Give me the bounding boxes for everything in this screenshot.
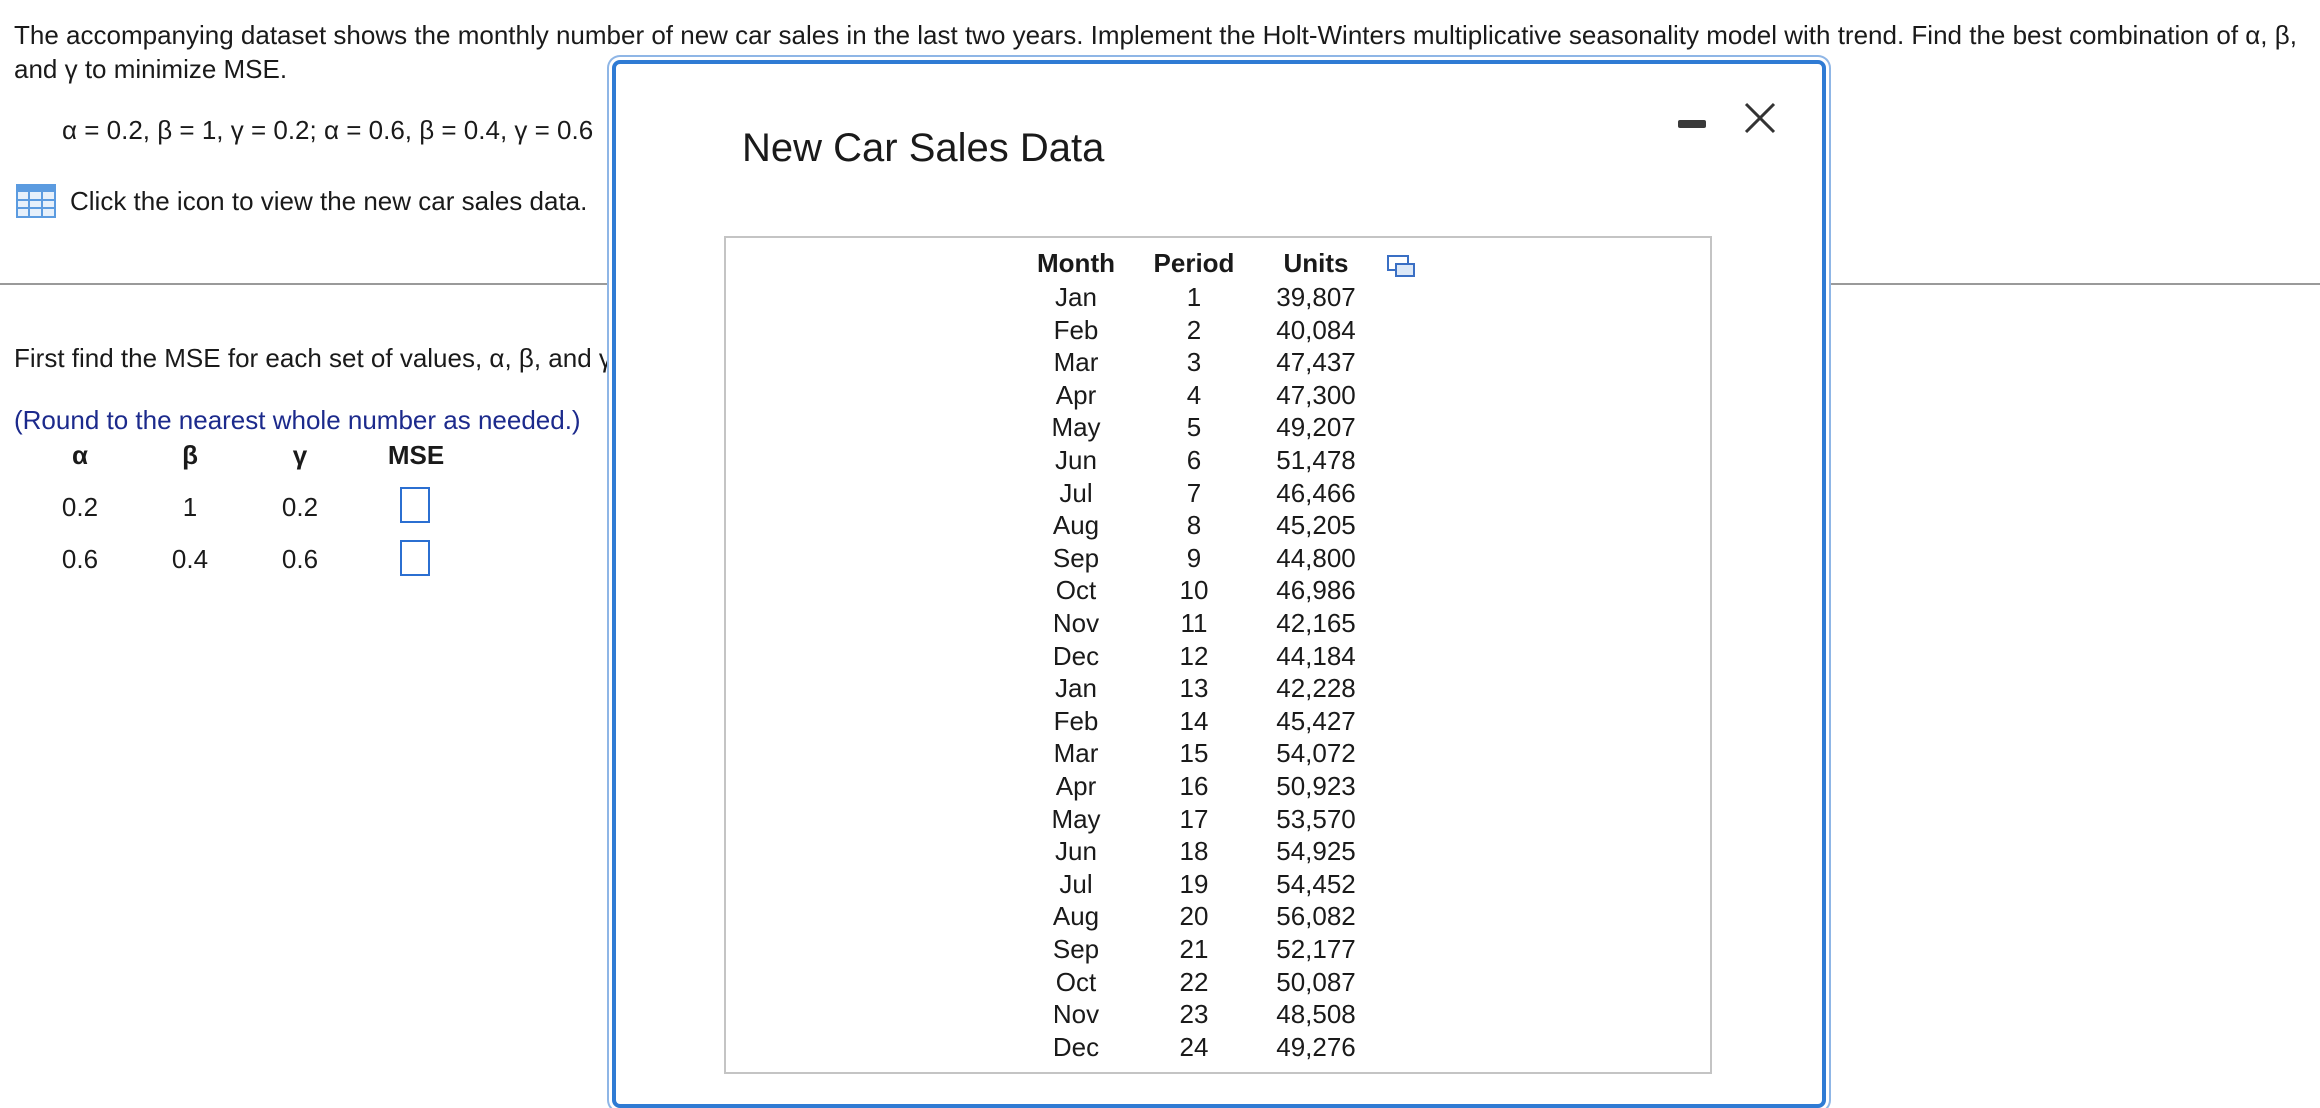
view-data-link[interactable] (16, 184, 587, 218)
mse-input-row2[interactable] (400, 540, 430, 576)
sales-month-cell: Jun (1055, 836, 1097, 867)
sales-units-cell: 42,165 (1276, 608, 1356, 638)
header-beta: β (182, 440, 198, 470)
sales-period-cell: 13 (1179, 673, 1209, 704)
sales-month-cell: Nov (1052, 608, 1100, 638)
sales-units-cell: 54,072 (1276, 738, 1356, 769)
data-frame (724, 236, 1712, 1074)
sales-month-cell: Apr (1055, 379, 1097, 410)
column-units: Units (1283, 248, 1349, 278)
row1-beta: 1 (182, 492, 198, 522)
sales-period-cell: 4 (1186, 379, 1202, 410)
row2-beta: 0.4 (171, 544, 209, 574)
sales-units-cell: 49,207 (1276, 412, 1356, 443)
sales-units-cell: 52,177 (1276, 934, 1356, 964)
sales-period-cell: 16 (1179, 771, 1209, 801)
mse-input-row1[interactable] (400, 487, 430, 523)
sales-month-cell: Mar (1053, 347, 1099, 378)
question-text: The accompanying dataset shows the monthly number of new car sales in the last two years. Implement the Holt-Winters multiplicative seasonality model with trend. Find the best combination of α, β, and γ to minimize MSE. (14, 20, 2297, 84)
sales-period-cell: 11 (1180, 608, 1208, 638)
row2-alpha: 0.6 (61, 544, 99, 574)
sales-month-cell: Apr (1055, 771, 1097, 801)
sales-month-cell: Jan (1055, 673, 1097, 704)
sales-month-cell: Nov (1052, 999, 1100, 1030)
sales-units-cell: 40,084 (1276, 314, 1356, 345)
sales-units-cell: 44,184 (1276, 640, 1356, 671)
sales-period-cell: 23 (1179, 999, 1209, 1030)
sales-period-cell: 5 (1186, 412, 1202, 443)
sales-units-cell: 54,925 (1276, 836, 1356, 867)
sales-units-cell: 45,427 (1276, 705, 1356, 736)
sales-period-cell: 1 (1186, 282, 1202, 312)
sales-month-cell: May (1051, 803, 1101, 834)
sales-period-cell: 15 (1179, 738, 1209, 769)
header-mse: MSE (387, 440, 445, 470)
sales-month-cell: Sep (1052, 542, 1100, 573)
header-alpha: α (72, 440, 88, 470)
row2-gamma: 0.6 (281, 544, 319, 574)
sales-period-cell: 7 (1186, 477, 1202, 508)
parameter-options: α = 0.2, β = 1, γ = 0.2; α = 0.6, β = 0.4, γ = 0.6 (62, 115, 594, 145)
sales-units-cell: 45,205 (1276, 510, 1356, 541)
sales-period-cell: 9 (1186, 542, 1202, 573)
sales-period-cell: 22 (1179, 966, 1209, 997)
sales-period-cell: 3 (1186, 347, 1202, 378)
minimize-icon[interactable] (1678, 120, 1706, 128)
sales-month-cell: Jul (1059, 868, 1093, 899)
modal-title: New Car Sales Data (742, 126, 1105, 170)
sales-units-cell: 46,466 (1276, 477, 1356, 508)
sales-units-cell: 47,437 (1276, 347, 1356, 378)
sales-period-cell: 20 (1179, 901, 1209, 932)
sales-units-cell: 50,087 (1276, 966, 1356, 997)
sales-period-cell: 24 (1179, 1031, 1209, 1062)
sales-units-cell: 54,452 (1276, 868, 1356, 899)
sales-period-cell: 14 (1179, 705, 1209, 736)
sales-month-cell: Feb (1053, 705, 1099, 736)
sales-period-cell: 17 (1179, 803, 1209, 834)
sales-month-cell: Oct (1055, 575, 1097, 606)
sales-period-cell: 6 (1186, 445, 1202, 475)
sales-units-cell: 53,570 (1276, 803, 1356, 834)
sales-month-cell: Aug (1052, 510, 1100, 541)
sales-units-cell: 50,923 (1276, 771, 1356, 801)
table-icon[interactable] (16, 184, 56, 218)
sales-period-cell: 8 (1186, 510, 1202, 541)
instruction-text: First find the MSE for each set of values, α, β, and γ (14, 343, 612, 373)
header-gamma: γ (292, 440, 308, 470)
row1-gamma: 0.2 (281, 492, 319, 522)
column-month: Month (1037, 248, 1115, 278)
sales-month-cell: Dec (1052, 640, 1100, 671)
column-period: Period (1153, 248, 1235, 278)
sales-period-cell: 21 (1179, 934, 1209, 964)
sales-month-cell: Mar (1053, 738, 1099, 769)
sales-period-cell: 19 (1179, 868, 1209, 899)
close-icon[interactable] (1740, 98, 1780, 138)
sales-units-cell: 46,986 (1276, 575, 1356, 606)
round-note: (Round to the nearest whole number as needed.) (14, 405, 581, 435)
sales-period-cell: 2 (1186, 314, 1202, 345)
sales-units-cell: 39,807 (1276, 282, 1356, 312)
sales-month-cell: May (1051, 412, 1101, 443)
sales-month-cell: Oct (1055, 966, 1097, 997)
sales-units-cell: 49,276 (1276, 1031, 1356, 1062)
sales-month-cell: Jun (1055, 445, 1097, 475)
sales-units-cell: 47,300 (1276, 379, 1356, 410)
data-modal (612, 60, 1826, 1108)
view-data-label[interactable]: Click the icon to view the new car sales data. (70, 185, 588, 216)
sales-month-cell: Sep (1052, 934, 1100, 964)
sales-month-cell: Feb (1053, 314, 1099, 345)
sales-month-cell: Jan (1055, 282, 1097, 312)
row1-alpha: 0.2 (61, 492, 99, 522)
sales-units-cell: 44,800 (1276, 542, 1356, 573)
sales-period-cell: 18 (1179, 836, 1209, 867)
sales-month-cell: Jul (1059, 477, 1093, 508)
sales-month-cell: Dec (1052, 1031, 1100, 1062)
sales-period-cell: 12 (1179, 640, 1209, 671)
sales-period-cell: 10 (1179, 575, 1209, 606)
sales-units-cell: 51,478 (1276, 445, 1356, 475)
sales-units-cell: 48,508 (1276, 999, 1356, 1030)
sales-month-cell: Aug (1052, 901, 1100, 932)
copy-icon[interactable] (1386, 254, 1416, 280)
sales-units-cell: 56,082 (1276, 901, 1356, 932)
sales-units-cell: 42,228 (1276, 673, 1356, 704)
